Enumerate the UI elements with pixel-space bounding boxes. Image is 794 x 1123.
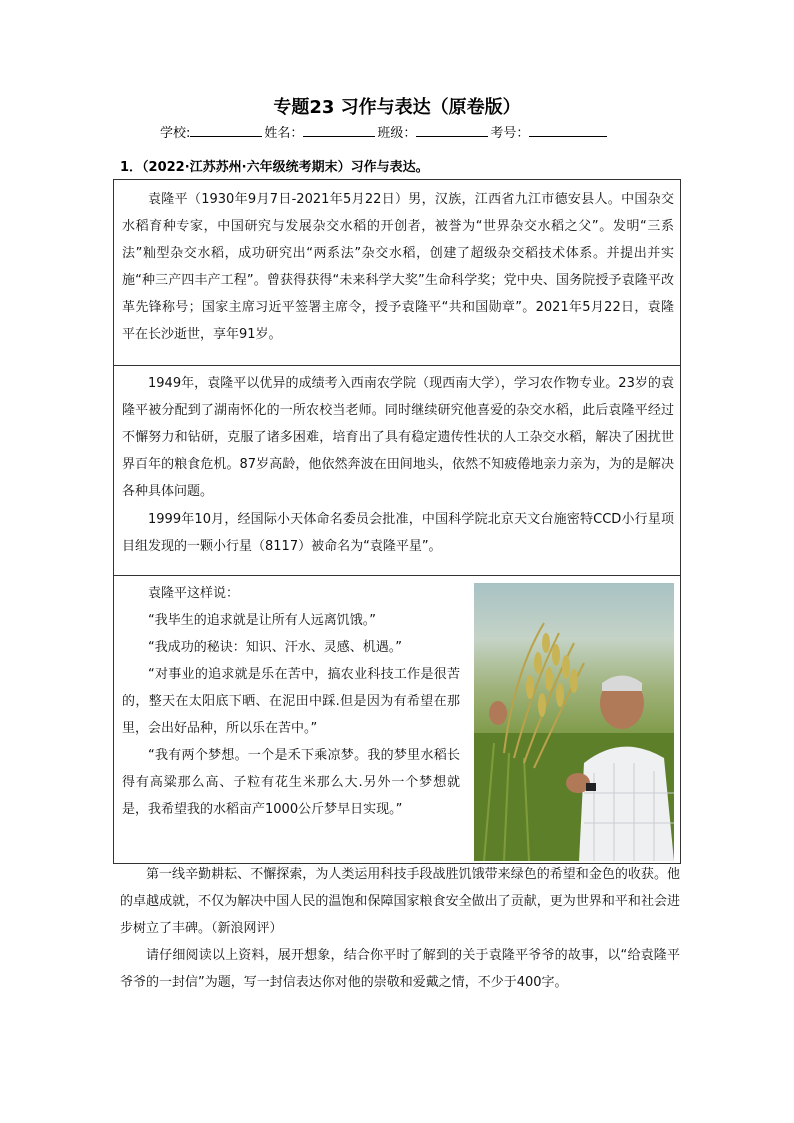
class-blank[interactable] xyxy=(416,122,488,137)
quote-2: “我成功的秘诀：知识、汗水、灵感、机遇。” xyxy=(148,640,402,655)
quote-3: “对事业的追求就是乐在苦中，搞农业科技工作是很苦的，整天在太阳底下晒、在泥田中踩.但是因为有希望在那里，会出好品种，所以乐在苦中。” xyxy=(122,667,460,736)
student-info-line xyxy=(160,122,640,143)
page-title: 专题23 习作与表达（原卷版） xyxy=(273,97,521,118)
school-label: 学校: xyxy=(160,126,191,141)
school-blank[interactable] xyxy=(190,122,262,137)
question-topic: 习作与表达。 xyxy=(350,160,429,175)
biography-text: 袁隆平（1930年9月7日-2021年5月22日）男，汉族，江西省九江市德安县人。中国杂交水稻育种专家，中国研究与发展杂交水稻的开创者，被誉为“世界杂交水稻之父”。发明“三系法”籼型杂交水稻，成功研究出“两系法”杂交水稻，创建了超级杂交稻技术体系。并提出并实施“种三产四丰产工程”。曾获得获得“未来科学大奖”生命科学奖；党中央、国务院授予袁隆平改革先锋称号；国家主席习近平签署主席令，授予袁隆平“共和国勋章”。2021年5月22日，袁隆平在长沙逝世，享年91岁。 xyxy=(122,192,674,342)
career-paragraph: 1949年，袁隆平以优异的成绩考入西南农学院（现西南大学），学习农作物专业。23岁的袁隆平被分配到了湖南怀化的一所农校当老师。同时继续研究他喜爱的杂交水稻，此后袁隆平经过不懈努力和钻研，克服了诸多困难，培育出了具有稳定遗传性状的人工杂交水稻，解决了困扰世界百年的粮食危机。87岁高龄，他依然奔波在田间地头，依然不知疲倦地亲力亲为，为的是解决各种具体问题。 xyxy=(122,376,674,499)
name-label: 姓名： xyxy=(264,126,304,141)
number-blank[interactable] xyxy=(529,122,607,137)
quotes-column xyxy=(122,580,460,823)
material-box-quotes xyxy=(113,576,681,864)
class-label: 班级： xyxy=(377,126,417,141)
rice-field-photo xyxy=(474,583,674,861)
material-box-biography xyxy=(113,179,681,366)
question-source: （2022·江苏苏州·六年级统考期末） xyxy=(142,160,351,175)
question-number: 1． xyxy=(120,160,143,175)
comment-paragraph: 第一线辛勤耕耘、不懈探索，为人类运用科技手段战胜饥饿带来绿色的希望和金色的收获。他的卓越成就，不仅为解决中国人民的温饱和保障国家粮食安全做出了贡献，更为世界和平和社会进步树立了丰碑。（新浪网评） xyxy=(120,867,680,936)
asteroid-paragraph: 1999年10月，经国际小天体命名委员会批准，中国科学院北京天文台施密特CCD小行星项目组发现的一颗小行星（8117）被命名为“袁隆平星”。 xyxy=(122,512,674,554)
after-material-section xyxy=(120,861,680,996)
name-blank[interactable] xyxy=(303,122,375,137)
quote-1: “我毕生的追求就是让所有人远离饥饿。” xyxy=(148,613,376,628)
task-paragraph: 请仔细阅读以上资料，展开想象，结合你平时了解到的关于袁隆平爷爷的故事，以“给袁隆平爷爷的一封信”为题，写一封信表达你对他的崇敬和爱戴之情，不少于400字。 xyxy=(120,948,680,990)
number-label: 考号： xyxy=(490,126,530,141)
quotes-intro: 袁隆平这样说： xyxy=(148,586,240,601)
photo-illustration xyxy=(474,583,674,861)
question-heading xyxy=(120,158,680,178)
material-box-career xyxy=(113,366,681,576)
quote-4: “我有两个梦想。一个是禾下乘凉梦。我的梦里水稻长得有高粱那么高、子粒有花生米那么大.另外一个梦想就是，我希望我的水稻亩产1000公斤梦早日实现。” xyxy=(122,748,460,817)
